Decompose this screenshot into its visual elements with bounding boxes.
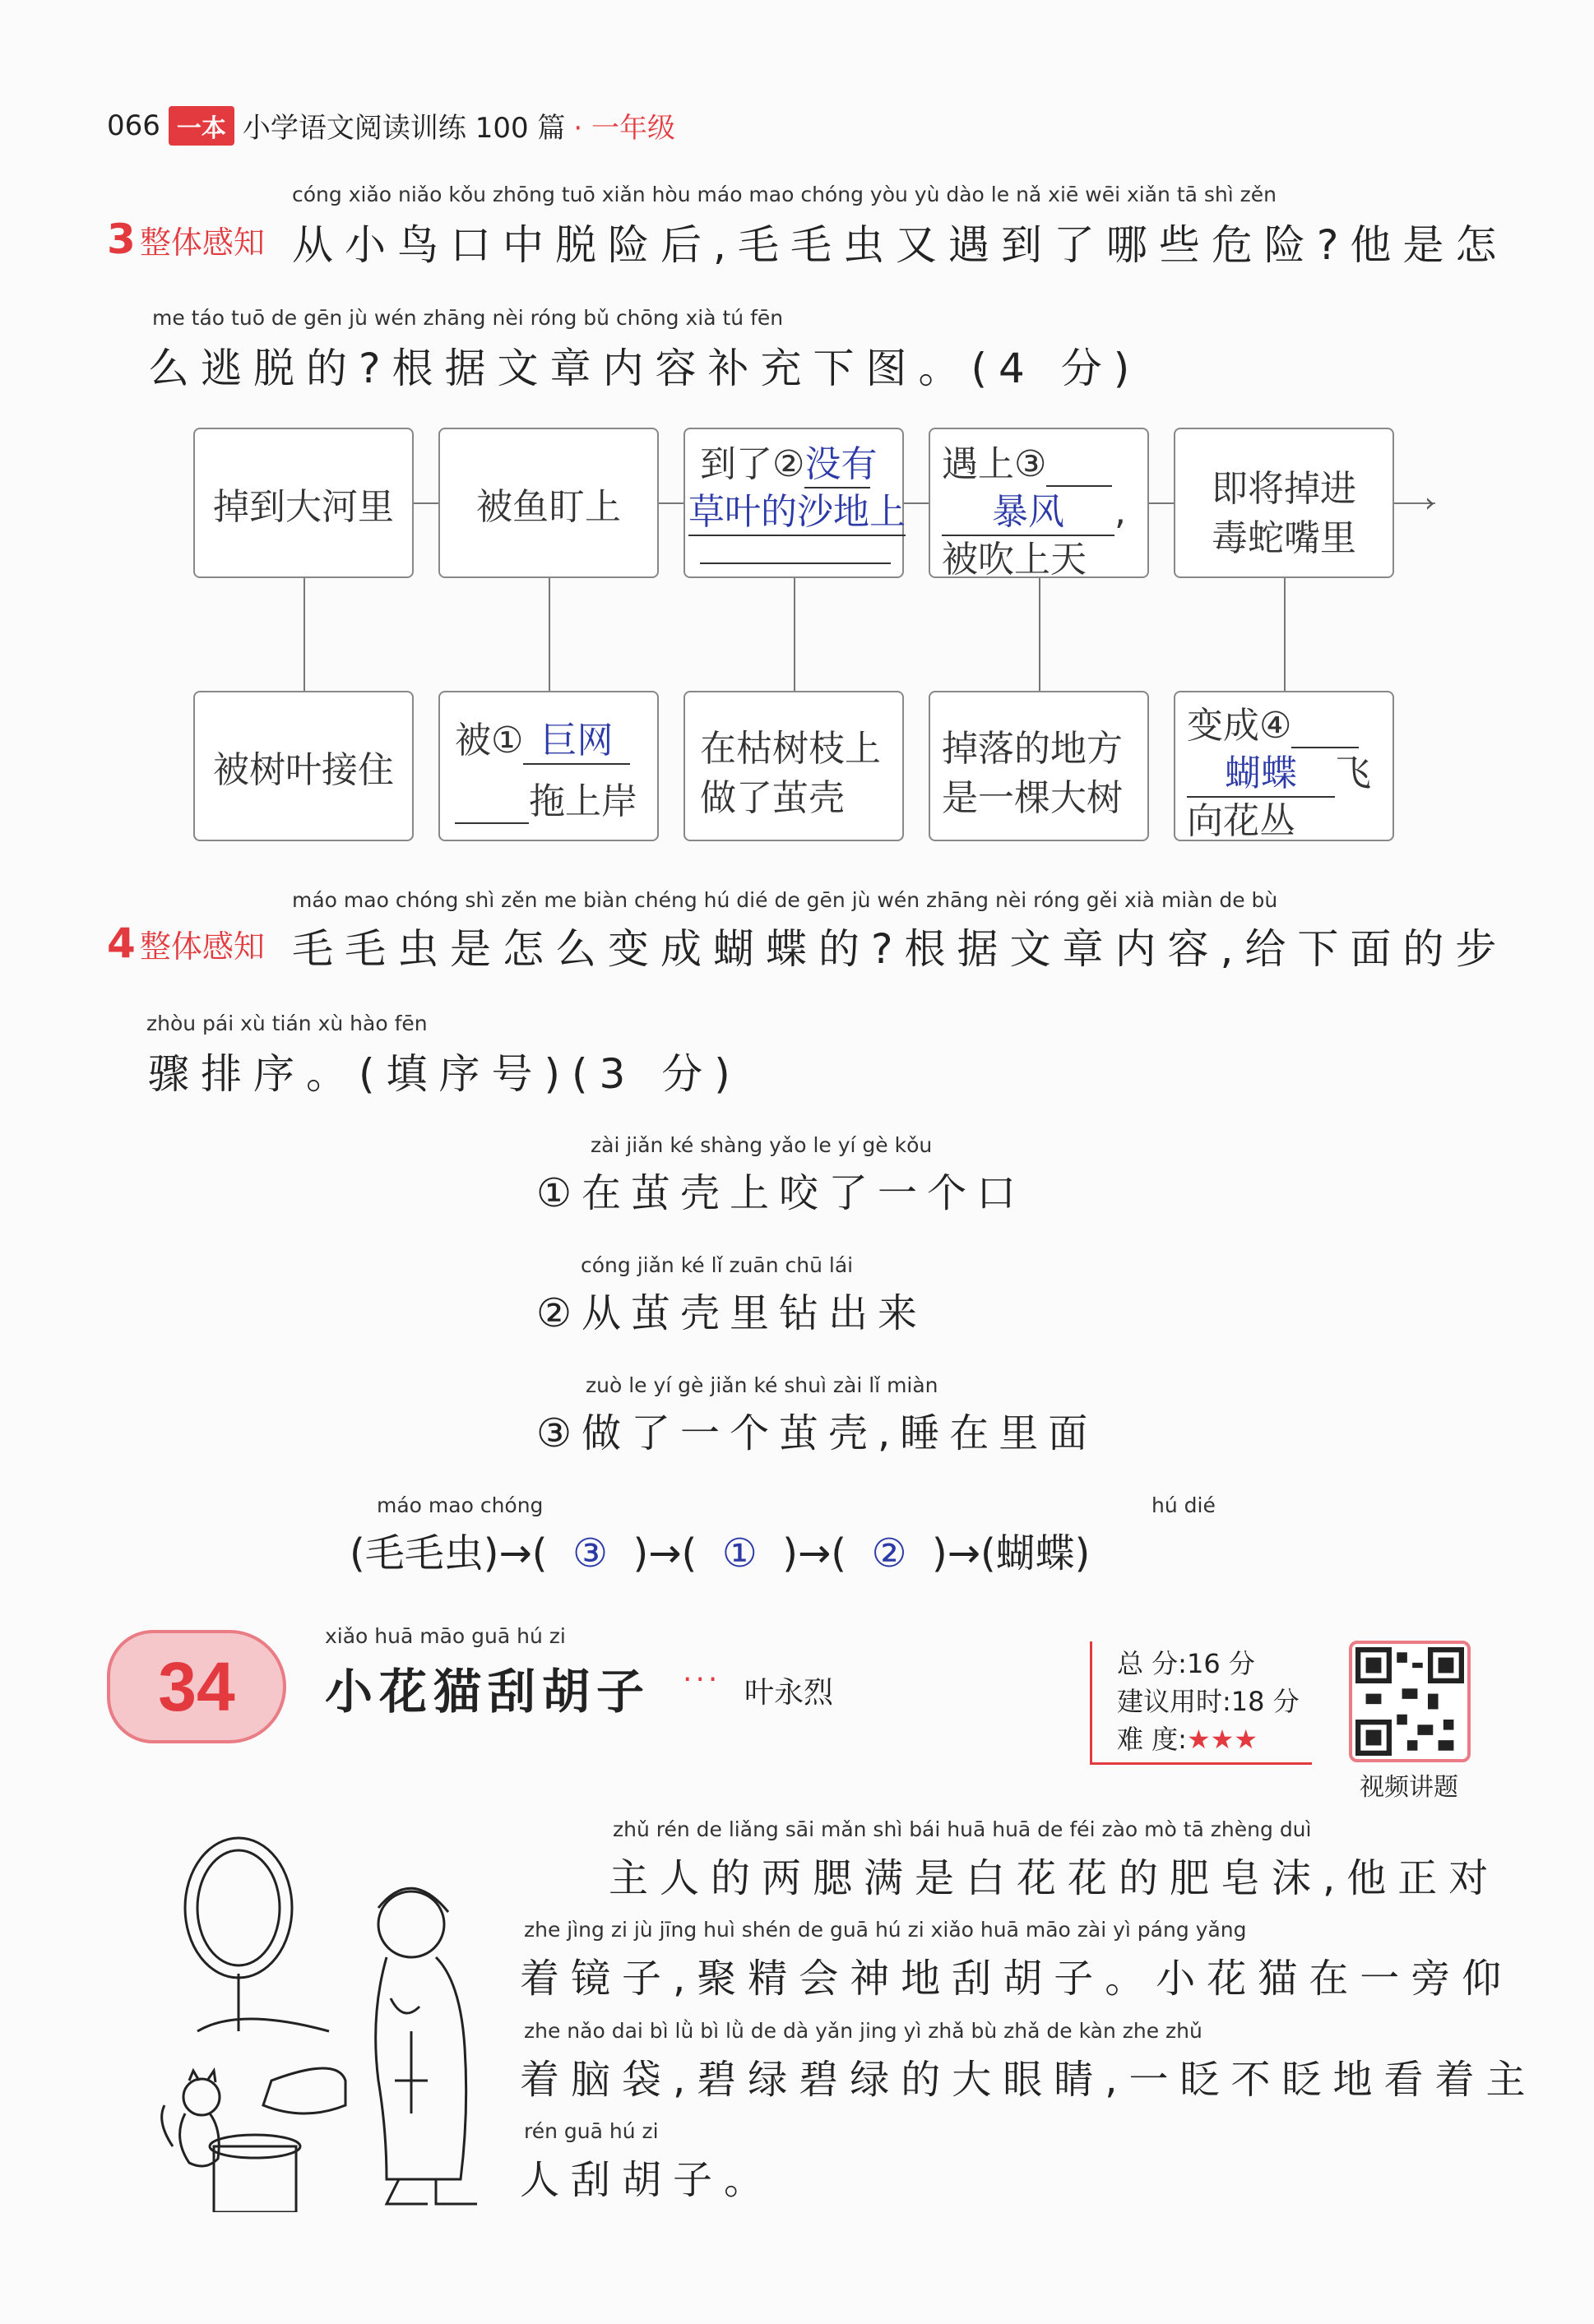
- answer-text: ②: [871, 1530, 907, 1576]
- step-pinyin: zuò le yí gè jiǎn ké shuì zài lǐ miàn: [586, 1373, 938, 1397]
- lesson-number: 34: [158, 1647, 235, 1725]
- diagram-box-fill: [683, 428, 904, 578]
- sequence-answer: (毛毛虫)→( ③ )→( ① )→( ② )→(蝴蝶): [350, 1530, 1091, 1576]
- connector: [304, 578, 305, 691]
- q4-pinyin-2: zhòu pái xù tián xù hào fēn: [146, 1012, 428, 1035]
- para-line: 着脑袋,碧绿碧绿的大眼睛,一眨不眨地看着主: [520, 2057, 1537, 2103]
- diagram-box: [193, 428, 414, 578]
- connector: [659, 502, 683, 504]
- box-text: 被树叶接住: [213, 748, 394, 791]
- qr-code-icon[interactable]: [1349, 1641, 1471, 1762]
- lesson-number-badge: [107, 1630, 286, 1743]
- answer-text: ①: [721, 1530, 758, 1576]
- connector: [414, 502, 438, 504]
- para-line: 着镜子,聚精会神地刮胡子。小花猫在一旁仰: [520, 1956, 1513, 2002]
- box-text: 被① 巨网: [455, 711, 630, 765]
- box-text: 被鱼盯上: [476, 485, 621, 528]
- seq-pinyin-end: hú dié: [1151, 1493, 1216, 1517]
- answer-text: 草叶的沙地上: [688, 482, 906, 536]
- box-text: 即将掉进: [1212, 468, 1356, 510]
- qr-label: 视频讲题: [1360, 1773, 1458, 1802]
- connector: [1149, 502, 1174, 504]
- diagram-box: [193, 691, 414, 841]
- q3-text-2: 么逃脱的?根据文章内容补充下图。(4 分): [148, 345, 1142, 392]
- q4-pinyin-1: máo mao chóng shì zěn me biàn chéng hú dié de gēn jù wén zhāng nèi róng gěi xià miàn de bù: [292, 888, 1278, 912]
- q3-number: 3: [107, 215, 136, 263]
- q4-heading: [107, 919, 265, 967]
- q4-text-2: 骤排序。(填序号)(3 分): [148, 1050, 742, 1098]
- lesson-info-panel: [1090, 1641, 1312, 1765]
- step-item: ③做了一个茧壳,睡在里面: [536, 1410, 1098, 1456]
- box-text: 被吹上天: [942, 539, 1087, 581]
- diagram-box: [929, 691, 1149, 841]
- page-header: [107, 105, 675, 146]
- box-text: 做了茧壳: [700, 777, 845, 819]
- para-line: 人刮胡子。: [520, 2157, 776, 2203]
- total-score: 总 分:16 分: [1117, 1648, 1255, 1679]
- seq-start: (毛毛虫): [350, 1530, 499, 1576]
- box-text: 暴风 ,: [942, 482, 1126, 536]
- box-text: 掉到大河里: [213, 485, 394, 528]
- author-name: 叶永烈: [744, 1676, 834, 1710]
- lesson-title-pinyin: xiǎo huā māo guā hú zi: [325, 1624, 566, 1648]
- diagram-box: [1174, 428, 1394, 578]
- answer-text: ③: [572, 1530, 608, 1576]
- para-pinyin: rén guā hú zi: [524, 2119, 659, 2143]
- seq-end: (蝴蝶): [980, 1530, 1091, 1576]
- connector: [794, 578, 795, 691]
- star-icon: ★★★: [1186, 1724, 1258, 1755]
- answer-text: 巨网: [523, 711, 630, 765]
- box-text: 在枯树枝上: [700, 728, 881, 770]
- q4-tag: 整体感知: [139, 928, 265, 965]
- arrow-right-icon: ›: [1425, 487, 1435, 518]
- box-text: 遇上③: [942, 434, 1112, 487]
- q3-pinyin-1: cóng xiǎo niǎo kǒu zhōng tuō xiǎn hòu máo mao chóng yòu yù dào le nǎ xiē wēi xiǎn tā shì zěn: [292, 183, 1277, 206]
- connector: [549, 578, 550, 691]
- step-pinyin: cóng jiǎn ké lǐ zuān chū lái: [581, 1253, 854, 1277]
- box-text: 向花丛: [1187, 800, 1295, 842]
- diagram-box: [438, 428, 659, 578]
- box-text: 到了②没有: [700, 434, 870, 488]
- box-text: 拖上岸: [455, 771, 637, 824]
- diagram-box-fill: [438, 691, 659, 841]
- box-text: 毒蛇嘴里: [1212, 517, 1356, 559]
- para-pinyin: zhe nǎo dai bì lǜ bì lǜ de dà yǎn jing yì zhǎ bù zhǎ de kàn zhe zhǔ: [524, 2019, 1202, 2043]
- box-text: 蝴蝶 飞: [1187, 743, 1371, 798]
- para-pinyin: zhe jìng zi jù jīng huì shén de guā hú zi xiǎo huā māo zài yì páng yǎng: [524, 1918, 1247, 1942]
- q4-number: 4: [107, 919, 136, 967]
- brand-logo: 一本: [169, 106, 234, 146]
- step-item: ①在茧壳上咬了一个口: [536, 1170, 1026, 1216]
- step-item: ②从茧壳里钻出来: [536, 1290, 928, 1336]
- connector: [904, 502, 929, 504]
- connector: [1284, 578, 1286, 691]
- answer-text: 没有: [804, 434, 870, 488]
- blank-line: [700, 562, 891, 564]
- box-text: 掉落的地方: [942, 728, 1123, 770]
- diagram-box: [683, 691, 904, 841]
- q3-pinyin-2: me táo tuō de gēn jù wén zhāng nèi róng bǔ chōng xià tú fēn: [152, 306, 784, 330]
- difficulty: 难 度:★★★: [1117, 1724, 1258, 1755]
- answer-text: 暴风: [942, 482, 1114, 536]
- connector: [1039, 578, 1040, 691]
- q4-text-1: 毛毛虫是怎么变成蝴蝶的?根据文章内容,给下面的步: [292, 925, 1508, 973]
- box-text: 变成④: [1187, 696, 1359, 748]
- para-line: 主人的两腮满是白花花的肥皂沫,他正对: [609, 1855, 1500, 1901]
- q3-heading: [107, 215, 265, 263]
- dots-decoration: ···: [683, 1663, 721, 1697]
- grade-label: · 一年级: [573, 112, 676, 145]
- qr-pattern: [1355, 1647, 1464, 1756]
- suggested-time: 建议用时:18 分: [1117, 1686, 1300, 1717]
- step-pinyin: zài jiǎn ké shàng yǎo le yí gè kǒu: [591, 1133, 933, 1157]
- lesson-title: 小花猫刮胡子: [325, 1664, 651, 1720]
- page-number: 066: [107, 109, 160, 142]
- diagram-box-fill: [1174, 691, 1394, 841]
- q3-text-1: 从小鸟口中脱险后,毛毛虫又遇到了哪些危险?他是怎: [292, 221, 1508, 269]
- box-text: 是一棵大树: [942, 777, 1123, 819]
- answer-text: 蝴蝶: [1187, 743, 1335, 798]
- para-pinyin: zhǔ rén de liǎng sāi mǎn shì bái huā huā de féi zào mò tā zhèng duì: [613, 1817, 1312, 1841]
- diagram-box-fill: [929, 428, 1149, 581]
- seq-pinyin-start: máo mao chóng: [377, 1493, 544, 1517]
- q3-tag: 整体感知: [139, 225, 265, 261]
- cat-and-man-illustration: [140, 1834, 485, 2212]
- book-title: 小学语文阅读训练 100 篇: [242, 112, 566, 145]
